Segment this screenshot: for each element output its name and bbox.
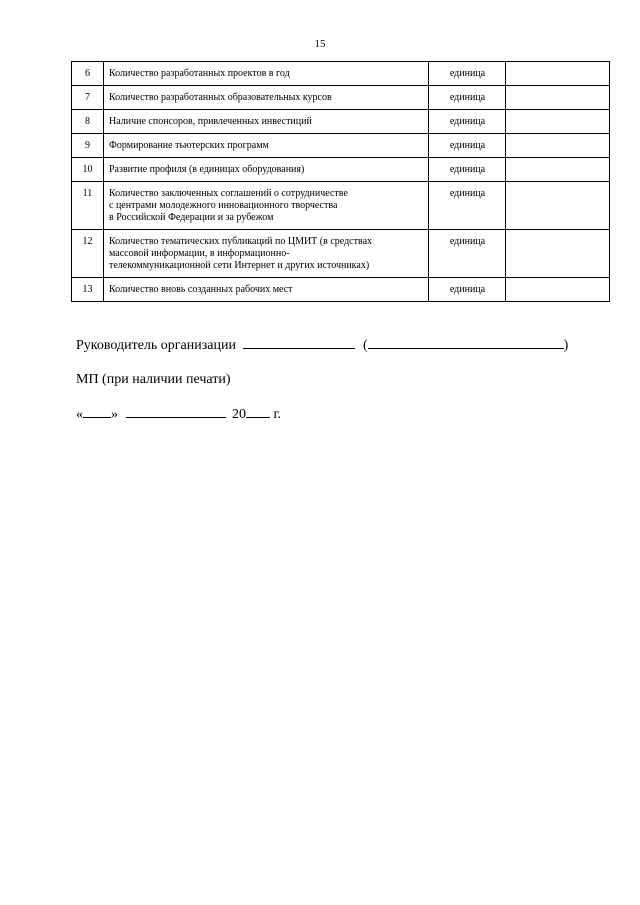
page-number: 15 xyxy=(314,38,326,50)
indicator-name-line: Развитие профиля (в единицах оборудования) xyxy=(109,164,305,175)
indicator-name xyxy=(104,278,429,302)
indicator-name xyxy=(104,86,429,110)
unit-of-measure: единица xyxy=(429,62,506,86)
date-line xyxy=(76,405,281,423)
table-row xyxy=(72,278,610,302)
row-number: 8 xyxy=(72,110,104,134)
unit-of-measure: единица xyxy=(429,110,506,134)
open-paren: ( xyxy=(362,338,368,353)
table-row xyxy=(72,230,610,278)
stamp-label: МП (при наличии печати) xyxy=(76,372,231,387)
unit-of-measure: единица xyxy=(429,158,506,182)
indicator-name-line: Количество заключенных соглашений о сотрудничестве xyxy=(109,188,348,199)
value-cell[interactable] xyxy=(506,182,610,230)
indicator-name-line: Формирование тьютерских программ xyxy=(109,140,269,151)
unit-of-measure: единица xyxy=(429,182,506,230)
indicator-name xyxy=(104,182,429,230)
name-blank[interactable] xyxy=(368,336,564,349)
indicator-name xyxy=(104,62,429,86)
day-blank[interactable] xyxy=(83,405,111,418)
unit-of-measure: единица xyxy=(429,86,506,110)
indicator-name xyxy=(104,230,429,278)
indicator-name xyxy=(104,158,429,182)
row-number: 11 xyxy=(72,182,104,230)
close-paren: ) xyxy=(563,338,569,353)
value-cell[interactable] xyxy=(506,134,610,158)
value-cell[interactable] xyxy=(506,230,610,278)
row-number: 10 xyxy=(72,158,104,182)
value-cell[interactable] xyxy=(506,158,610,182)
table-row xyxy=(72,110,610,134)
date-close-quote: » xyxy=(111,407,118,422)
row-number: 13 xyxy=(72,278,104,302)
table-row xyxy=(72,182,610,230)
unit-of-measure: единица xyxy=(429,134,506,158)
head-label: Руководитель организации xyxy=(76,338,236,353)
unit-of-measure: единица xyxy=(429,230,506,278)
indicators-table xyxy=(71,61,610,302)
stamp-line xyxy=(76,372,231,388)
table-row xyxy=(72,158,610,182)
indicator-name-line: с центрами молодежного инновационного творчества xyxy=(109,200,338,211)
indicators-table-body xyxy=(72,62,610,302)
unit-of-measure: единица xyxy=(429,278,506,302)
value-cell[interactable] xyxy=(506,110,610,134)
indicator-name-line: Количество тематических публикаций по ЦМИТ (в средствах xyxy=(109,236,373,247)
signature-blank[interactable] xyxy=(243,336,355,349)
value-cell[interactable] xyxy=(506,278,610,302)
indicator-name xyxy=(104,134,429,158)
indicator-name xyxy=(104,110,429,134)
indicator-name-line: массовой информации, в информационно- xyxy=(109,248,290,259)
indicator-name-line: Наличие спонсоров, привлеченных инвестиций xyxy=(109,116,312,127)
value-cell[interactable] xyxy=(506,62,610,86)
row-number: 12 xyxy=(72,230,104,278)
table-row xyxy=(72,62,610,86)
date-open-quote: « xyxy=(76,407,83,422)
year-prefix: 20 xyxy=(232,407,246,422)
year-suffix: г. xyxy=(273,407,282,422)
month-blank[interactable] xyxy=(126,405,226,418)
indicator-name-line: телекоммуникационной сети Интернет и других источниках) xyxy=(109,260,370,271)
row-number: 6 xyxy=(72,62,104,86)
row-number: 9 xyxy=(72,134,104,158)
table-row xyxy=(72,86,610,110)
head-signature-line xyxy=(76,336,568,354)
indicator-name-line: в Российской Федерации и за рубежом xyxy=(109,212,274,223)
indicator-name-line: Количество разработанных образовательных курсов xyxy=(109,92,332,103)
indicator-name-line: Количество вновь созданных рабочих мест xyxy=(109,284,293,295)
row-number: 7 xyxy=(72,86,104,110)
year-blank[interactable] xyxy=(246,405,270,418)
value-cell[interactable] xyxy=(506,86,610,110)
table-row xyxy=(72,134,610,158)
indicator-name-line: Количество разработанных проектов в год xyxy=(109,68,290,79)
